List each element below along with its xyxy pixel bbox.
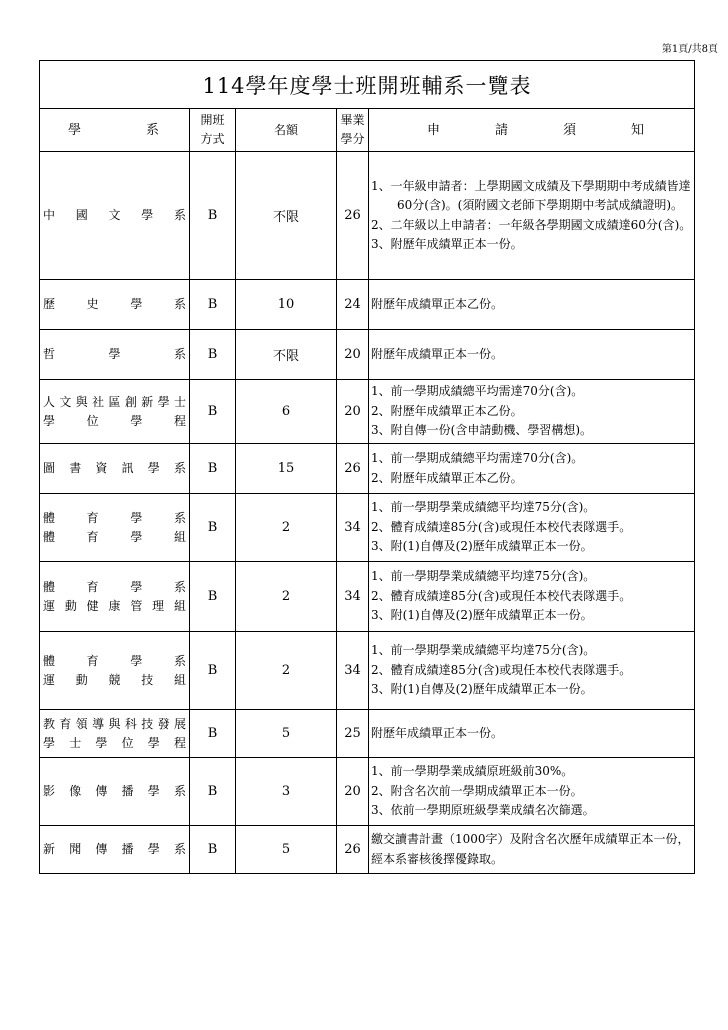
note-item: 3、依前一學期原班級學業成績名次篩選。 [371, 803, 595, 818]
note-item: 2、體育成績達85分(含)或現任本校代表隊選手。 [371, 588, 632, 603]
note-item: 1、前一學期學業成績總平均達75分(含)。 [371, 643, 596, 658]
note-item: 2、二年級以上申請者：一年級各學期國文成績達60分(含)。 [371, 217, 692, 232]
note-item: 1、一年級申請者：上學期國文成績及下學期期中考成績皆達60分(含)。(須附國文老師下學期期中考試成績證明)。 [371, 178, 691, 212]
credits-cell: 20 [337, 758, 369, 826]
page-title: 114學年度學士班開班輔系一覽表 [40, 61, 695, 109]
table-row [40, 280, 695, 330]
table-row [40, 330, 695, 380]
quota-cell: 5 [236, 826, 337, 874]
department-name-line: 體育學系 [43, 653, 186, 668]
quota-cell: 不限 [236, 152, 337, 280]
notes-cell [369, 330, 695, 380]
page-number: 第1頁/共8頁 [661, 44, 718, 55]
notes-cell [369, 494, 695, 562]
class-mode-cell: B [190, 710, 236, 758]
note-item: 1、前一學期成績總平均需達70分(含)。 [371, 451, 584, 465]
credits-cell: 34 [337, 494, 369, 562]
department-name-line: 學位學程 [43, 413, 186, 428]
table-row [40, 826, 695, 874]
table-row [40, 710, 695, 758]
notes-cell [369, 152, 695, 280]
table-row [40, 632, 695, 710]
note-item: 1、前一學期成績總平均需達70分(含)。 [371, 384, 584, 399]
credits-cell: 25 [337, 710, 369, 758]
quota-cell: 2 [236, 562, 337, 632]
note-item: 2、體育成績達85分(含)或現任本校代表隊選手。 [371, 519, 632, 534]
credits-cell: 24 [337, 280, 369, 330]
department-cell [40, 280, 190, 330]
notes-cell [369, 826, 695, 874]
credits-cell: 20 [337, 380, 369, 444]
header-credits-line1: 畢業 [340, 113, 365, 127]
note-item: 2、附歷年成績單正本乙份。 [371, 403, 523, 418]
department-cell [40, 632, 190, 710]
quota-cell: 15 [236, 444, 337, 494]
class-mode-cell: B [190, 494, 236, 562]
department-name-line: 影像傳播學系 [43, 784, 186, 798]
class-mode-cell: B [190, 380, 236, 444]
note-item: 3、附(1)自傳及(2)歷年成績單正本一份。 [371, 608, 593, 623]
department-name-line: 教育領導與科技發展 [43, 716, 186, 731]
header-class-mode-line2: 方式 [200, 132, 225, 146]
class-mode-cell: B [190, 632, 236, 710]
table-row [40, 444, 695, 494]
quota-cell: 不限 [236, 330, 337, 380]
department-name-line: 體育學系 [43, 510, 186, 525]
header-credits-line2: 學分 [340, 132, 365, 146]
department-name-line: 體育學系 [43, 579, 186, 594]
quota-cell: 2 [236, 632, 337, 710]
note-item: 附歷年成績單正本一份。 [371, 725, 504, 740]
class-mode-cell: B [190, 330, 236, 380]
credits-cell: 34 [337, 632, 369, 710]
quota-cell: 10 [236, 280, 337, 330]
table-row [40, 562, 695, 632]
department-cell [40, 152, 190, 280]
department-cell [40, 330, 190, 380]
table-row [40, 494, 695, 562]
header-department: 學系 [40, 109, 190, 152]
notes-cell [369, 562, 695, 632]
note-item: 1、前一學期學業成績總平均達75分(含)。 [371, 500, 596, 515]
note-item: 繳交讀書計畫（1000字）及附含名次歷年成績單正本一份，經本系審核後擇優錄取。 [371, 832, 690, 866]
note-item: 3、附(1)自傳及(2)歷年成績單正本一份。 [371, 682, 593, 697]
credits-cell: 34 [337, 562, 369, 632]
note-item: 3、附歷年成績單正本一份。 [371, 237, 523, 251]
class-mode-cell: B [190, 152, 236, 280]
department-name-line: 新聞傳播學系 [43, 842, 186, 856]
department-name-line: 人文與社區創新學士 [43, 394, 186, 409]
class-mode-cell: B [190, 444, 236, 494]
note-item: 1、前一學期學業成績原班級前30%。 [371, 764, 574, 779]
notes-cell [369, 380, 695, 444]
note-item: 3、附自傳一份(含申請動機、學習構想)。 [371, 423, 592, 438]
notes-cell [369, 444, 695, 494]
credits-cell: 20 [337, 330, 369, 380]
quota-cell: 2 [236, 494, 337, 562]
department-table [39, 60, 695, 874]
header-class-mode-line1: 開班 [200, 113, 225, 127]
class-mode-cell: B [190, 280, 236, 330]
note-item: 附歷年成績單正本一份。 [371, 346, 504, 361]
note-item: 3、附(1)自傳及(2)歷年成績單正本一份。 [371, 539, 593, 554]
department-name-line: 學士學位學程 [43, 735, 186, 750]
note-item: 2、體育成績達85分(含)或現任本校代表隊選手。 [371, 662, 632, 677]
table-row [40, 758, 695, 826]
notes-cell [369, 632, 695, 710]
table-row [40, 152, 695, 280]
note-item: 1、前一學期學業成績總平均達75分(含)。 [371, 569, 596, 584]
note-item: 2、附含名次前一學期成績單正本一份。 [371, 783, 583, 798]
class-mode-cell: B [190, 758, 236, 826]
department-cell [40, 444, 190, 494]
credits-cell: 26 [337, 826, 369, 874]
table-row [40, 380, 695, 444]
notes-cell [369, 758, 695, 826]
department-name-line: 運動健康管理組 [43, 598, 186, 613]
header-row [40, 109, 695, 152]
notes-cell [369, 710, 695, 758]
quota-cell: 6 [236, 380, 337, 444]
department-name-line: 歷史學系 [43, 297, 186, 311]
department-name-line: 中國文學系 [43, 208, 186, 222]
credits-cell: 26 [337, 152, 369, 280]
department-cell [40, 710, 190, 758]
quota-cell: 5 [236, 710, 337, 758]
department-name-line: 運動競技組 [43, 672, 186, 687]
title-row [40, 61, 695, 109]
department-cell [40, 758, 190, 826]
department-name-line: 體育學組 [43, 529, 186, 544]
department-name-line: 圖書資訊學系 [43, 461, 186, 475]
header-notes: 申請須知 [369, 109, 695, 152]
quota-cell: 3 [236, 758, 337, 826]
note-item: 附歷年成績單正本乙份。 [371, 296, 504, 311]
header-credits [337, 109, 369, 152]
class-mode-cell: B [190, 826, 236, 874]
department-cell [40, 380, 190, 444]
department-cell [40, 494, 190, 562]
department-cell [40, 826, 190, 874]
header-class-mode [190, 109, 236, 152]
credits-cell: 26 [337, 444, 369, 494]
department-cell [40, 562, 190, 632]
class-mode-cell: B [190, 562, 236, 632]
department-name-line: 哲學系 [43, 347, 186, 361]
note-item: 2、附歷年成績單正本乙份。 [371, 470, 523, 485]
notes-cell [369, 280, 695, 330]
header-quota: 名額 [236, 109, 337, 152]
